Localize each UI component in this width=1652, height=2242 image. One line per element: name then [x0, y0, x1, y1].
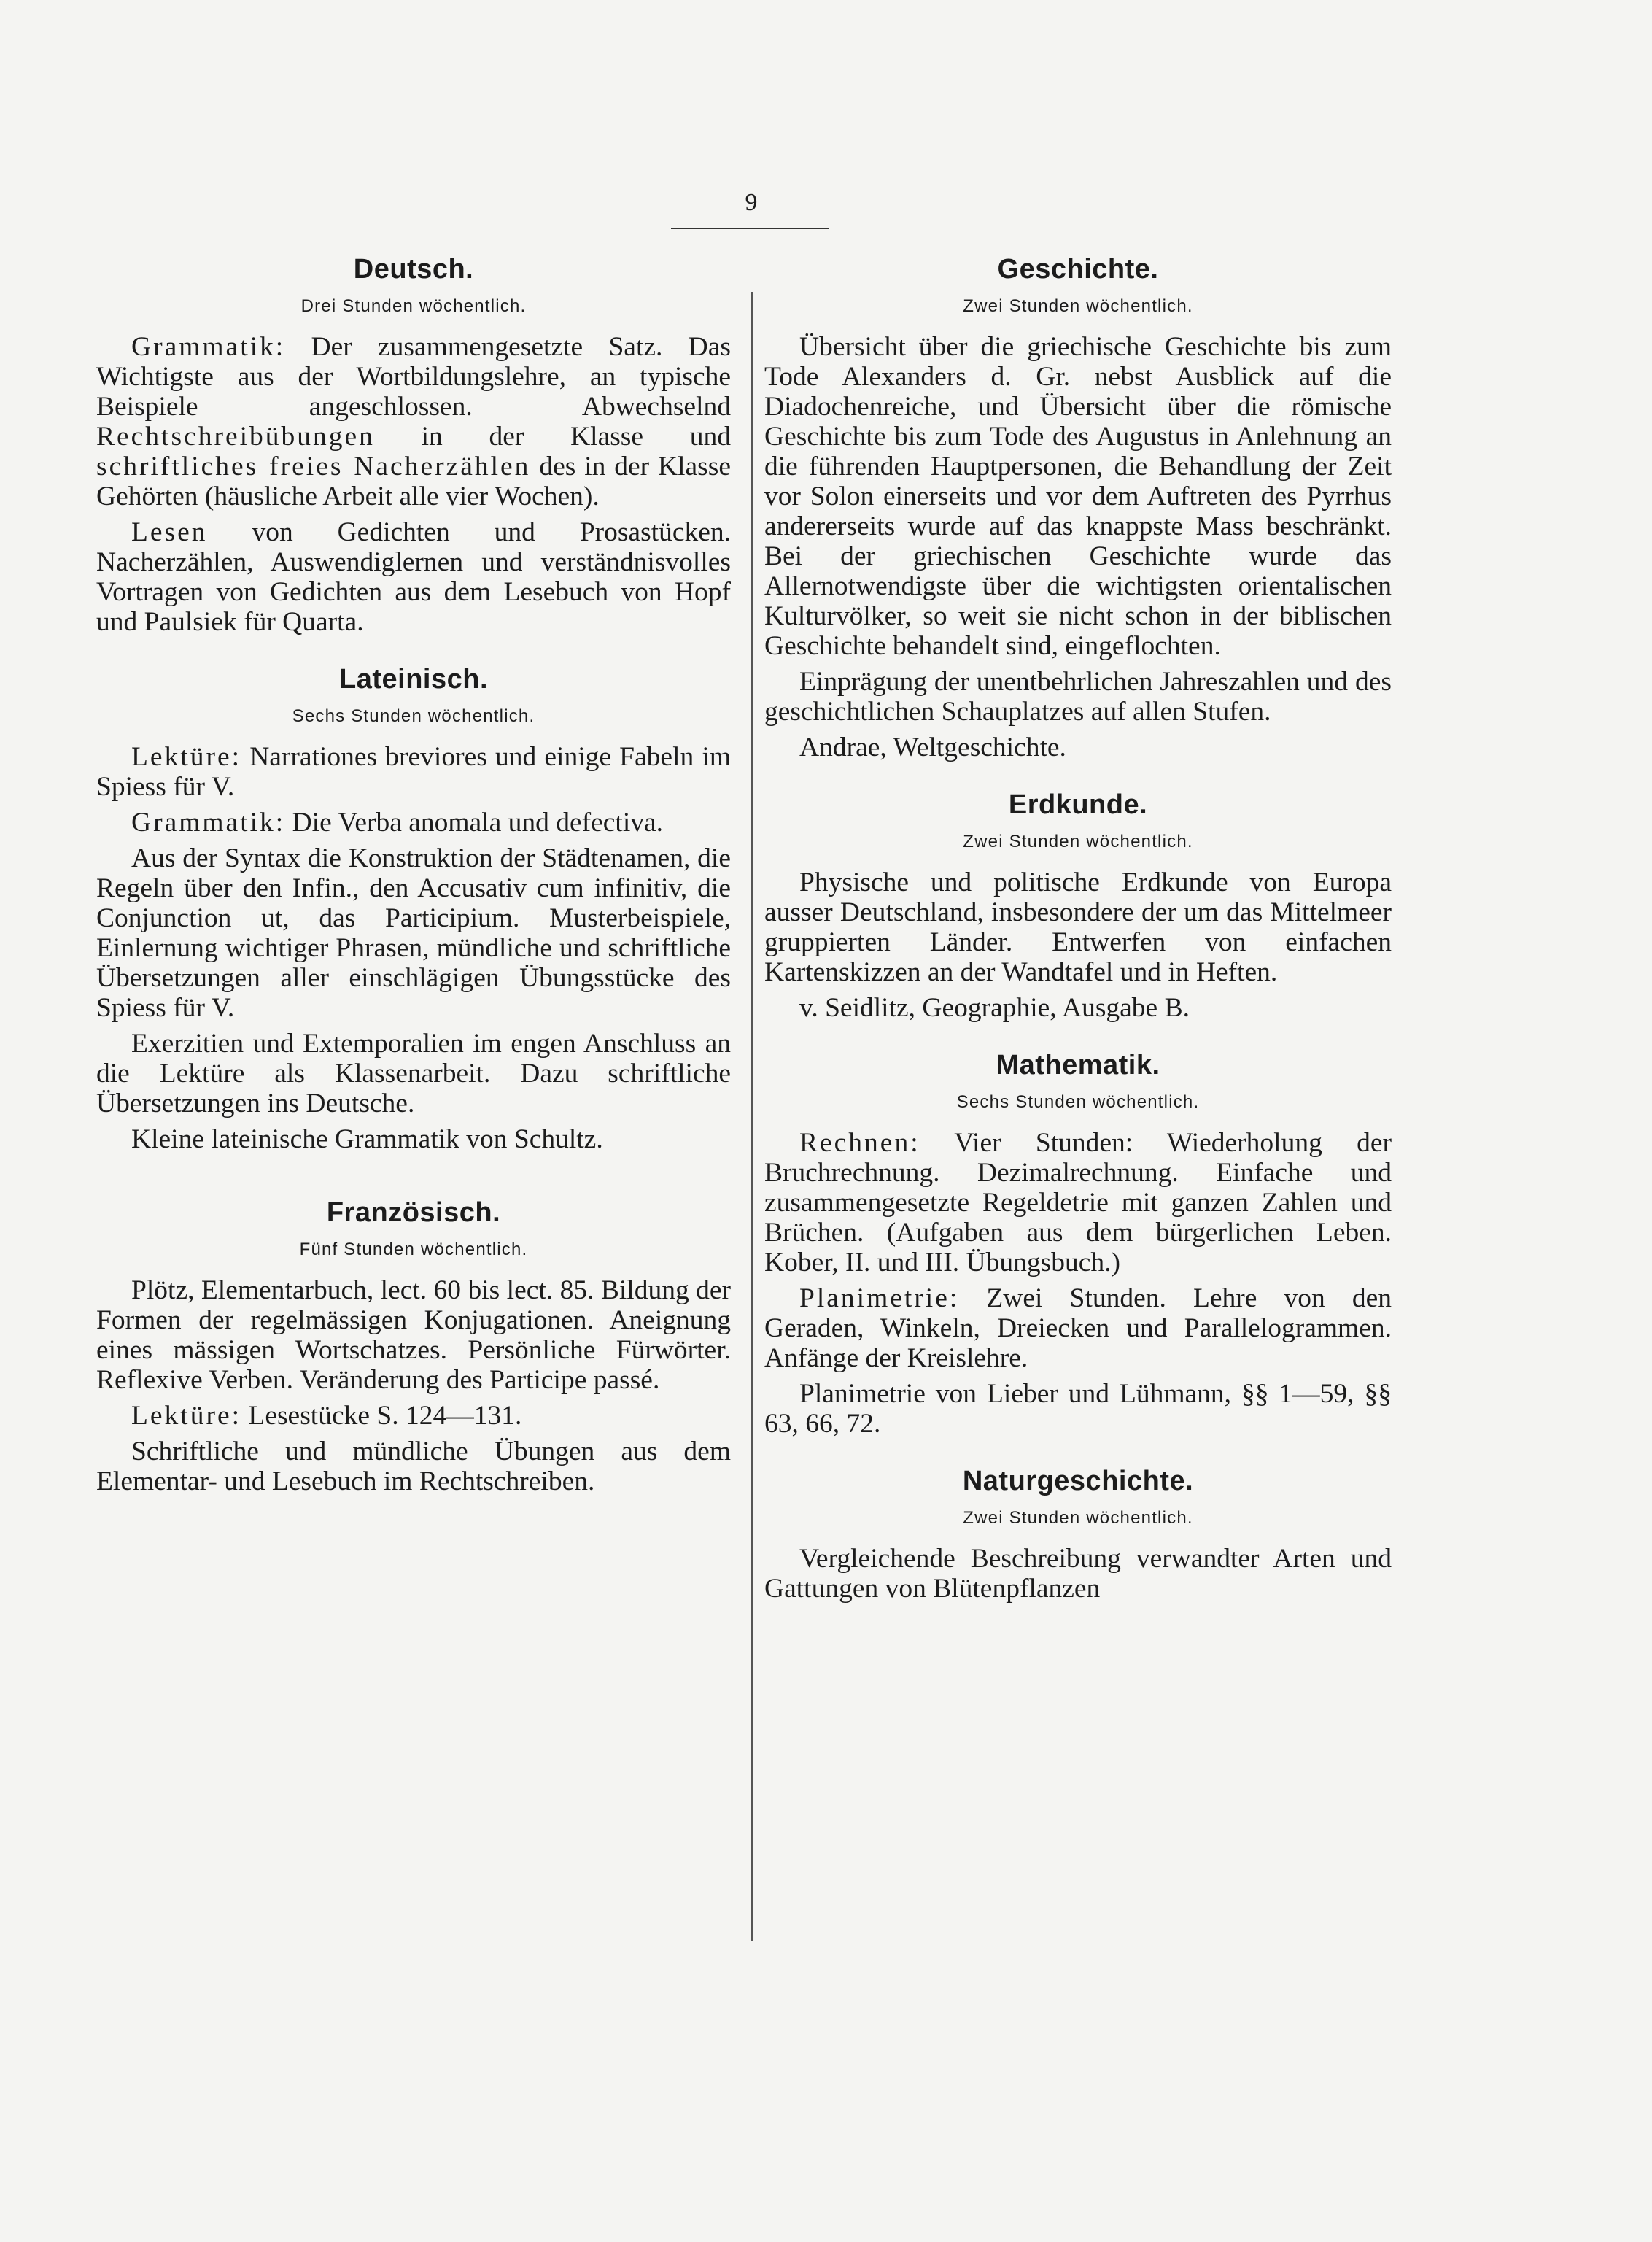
term-label: Rechtschreibübungen — [96, 422, 375, 452]
term-label: Grammatik: — [131, 332, 286, 362]
paragraph: Einprägung der unentbehrlichen Jahreszahlen und des geschichtlichen Schauplatzes auf allen Stufen. — [764, 667, 1392, 727]
section-hours: Sechs Stunden wöchentlich. — [956, 1092, 1200, 1112]
section-lateinisch — [96, 662, 731, 1154]
paragraph — [96, 742, 731, 802]
left-column — [96, 252, 731, 1502]
paragraph — [764, 1283, 1392, 1373]
paragraph-text: von Gedichten und Prosastücken. Nacherzählen, Auswendiglernen und verständnisvolles Vortragen von Gedichten aus dem Lesebuch von Hopf und Paulsiek für Quarta. — [96, 517, 731, 637]
section-deutsch — [96, 252, 731, 637]
section-franzoesisch — [96, 1195, 731, 1496]
paragraph: v. Seidlitz, Geographie, Ausgabe B. — [799, 993, 1190, 1023]
section-hours: Sechs Stunden wöchentlich. — [292, 706, 535, 726]
section-hours: Zwei Stunden wöchentlich. — [963, 296, 1193, 316]
section-title: Mathematik. — [996, 1050, 1160, 1081]
section-title: Lateinisch. — [339, 664, 488, 695]
paragraph-text: Die Verba anomala und defectiva. — [285, 808, 664, 838]
paragraph: Andrae, Weltgeschichte. — [799, 732, 1066, 762]
section-naturgeschichte — [764, 1464, 1392, 1604]
section-title: Französisch. — [326, 1197, 501, 1228]
paragraph-text: des in der Klasse Gehörten (häusliche Arbeit alle vier Wochen). — [96, 452, 732, 511]
paragraph: Schriftliche und mündliche Übungen aus dem Elementar- und Lesebuch im Rechtschreiben. — [96, 1437, 731, 1496]
column-divider — [751, 292, 753, 1941]
section-hours: Fünf Stunden wöchentlich. — [299, 1240, 528, 1259]
paragraph-text: Der zusammengesetzte Satz. Das Wichtigste aus der Wortbildungslehre, an typische Beispiele angeschlossen. Abwechselnd — [96, 332, 731, 422]
paragraph: Planimetrie von Lieber und Lühmann, §§ 1—59, §§ 63, 66, 72. — [764, 1379, 1392, 1439]
term-label: Rechnen: — [799, 1128, 920, 1158]
paragraph-text: Zwei Stunden. Lehre von den Geraden, Winkeln, Dreiecken und Parallelogrammen. Anfänge der Kreislehre. — [764, 1283, 1392, 1373]
term-label: schriftliches freies Nacherzählen — [96, 452, 531, 482]
term-label: Planimetrie: — [799, 1283, 960, 1313]
page-number: 9 — [745, 189, 758, 216]
paragraph-text: Lesestücke S. 124—131. — [241, 1401, 522, 1431]
term-label: Lesen — [131, 517, 208, 547]
section-hours: Zwei Stunden wöchentlich. — [963, 1508, 1193, 1528]
paragraph: Aus der Syntax die Konstruktion der Städtenamen, die Regeln über den Infin., den Accusativ cum infinitiv, die Conjunction ut, das Participium. Musterbeispiele, Einlernung wichtiger Phrasen, mündliche und schriftliche Übersetzungen aller einschlägigen Übungsstücke des Spiess für V. — [96, 843, 731, 1023]
paragraph — [764, 1128, 1392, 1277]
section-mathematik — [764, 1048, 1392, 1439]
section-erdkunde — [764, 787, 1392, 1023]
paragraph: Plötz, Elementarbuch, lect. 60 bis lect. 85. Bildung der Formen der regelmässigen Konjugationen. Aneignung eines mässigen Wortschatzes. Persönliche Fürwörter. Reflexive Verben. Veränderung des Participe passé. — [96, 1275, 731, 1395]
term-label: Grammatik: — [131, 808, 286, 838]
term-label: Lektüre: — [131, 1401, 242, 1431]
section-title: Erdkunde. — [1008, 789, 1148, 820]
paragraph — [96, 332, 731, 511]
section-title: Geschichte. — [997, 254, 1159, 285]
paragraph: Physische und politische Erdkunde von Europa ausser Deutschland, insbesondere der um das Mittelmeer gruppierten Länder. Entwerfen von einfachen Kartenskizzen an der Wandtafel und in Heften. — [764, 867, 1392, 987]
paragraph — [96, 808, 731, 838]
section-hours: Zwei Stunden wöchentlich. — [963, 832, 1193, 851]
section-hours: Drei Stunden wöchentlich. — [300, 296, 527, 316]
paragraph: Vergleichende Beschreibung verwandter Arten und Gattungen von Blütenpflanzen — [764, 1544, 1392, 1604]
section-geschichte — [764, 252, 1392, 762]
paragraph — [96, 517, 731, 637]
page-number-rule — [671, 228, 829, 229]
paragraph: Übersicht über die griechische Geschichte bis zum Tode Alexanders d. Gr. nebst Ausblick auf die Diadochenreiche, und Übersicht über die römische Geschichte bis zum Tode des Augustus in Anlehnung an die führenden Hauptpersonen, die Behandlung der Zeit vor Solon einerseits und vor dem Auftreten des Pyrrhus andererseits wurde auf das knappste Mass beschränkt. Bei der griechischen Geschichte wurde das Allernotwendigste über die wichtigsten orientalischen Kulturvölker, so weit sie nicht schon in der biblischen Geschichte behandelt sind, eingeflochten. — [764, 332, 1392, 661]
paragraph — [96, 1401, 731, 1431]
section-title: Naturgeschichte. — [962, 1466, 1194, 1496]
paragraph: Kleine lateinische Grammatik von Schultz. — [131, 1124, 603, 1154]
paragraph: Exerzitien und Extemporalien im engen Anschluss an die Lektüre als Klassenarbeit. Dazu schriftliche Übersetzungen ins Deutsche. — [96, 1029, 731, 1118]
term-label: Lektüre: — [131, 742, 242, 772]
section-title: Deutsch. — [353, 254, 474, 285]
paragraph-text: Narrationes breviores und einige Fabeln im Spiess für V. — [96, 742, 731, 802]
paragraph-text: Vier Stunden: Wiederholung der Bruchrechnung. Dezimalrechnung. Einfache und zusammengesetzte Regeldetrie mit ganzen Zahlen und Brüchen. (Aufgaben aus dem bürgerlichen Leben. Kober, II. und III. Übungsbuch.) — [764, 1128, 1392, 1277]
right-column — [764, 252, 1392, 1609]
paragraph-text: in der Klasse und — [374, 422, 731, 452]
